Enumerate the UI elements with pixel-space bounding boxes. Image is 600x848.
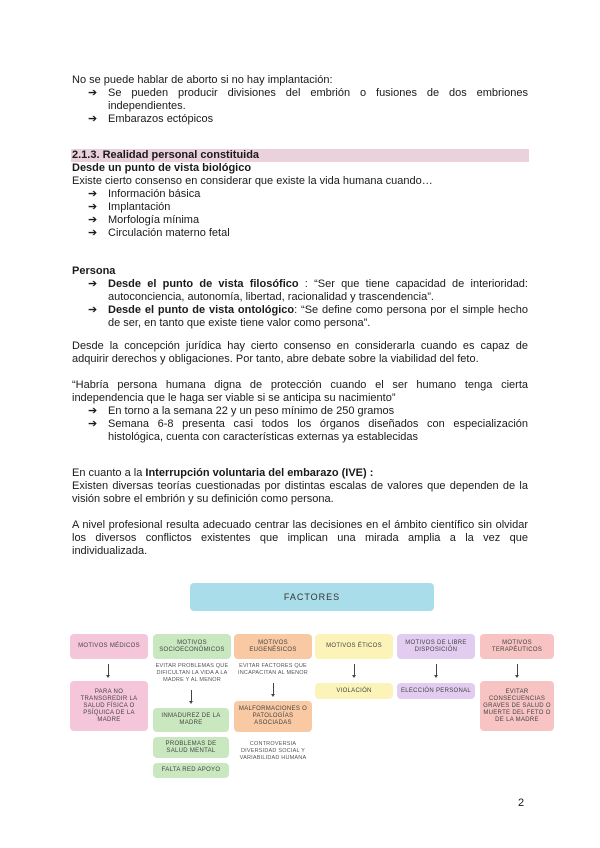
list-item: ➔ Desde el punto de vista filosófico : “Ser que tiene capacidad de interioridad: autoconciencia, autonomía, libertad, racionalidad y trascendencia”. [88, 278, 528, 303]
socio-item-salud-mental: PROBLEMAS DE SALUD MENTAL [153, 737, 229, 758]
section-heading: 2.1.3. Realidad personal constituida [72, 149, 260, 161]
juridica-paragraph: Desde la concepción jurídica hay cierto consenso en considerarla cuando es capaz de adquirir derechos y obligaciones. Por tanto, abre debate sobre la viabilidad del feto. [72, 340, 528, 365]
category-socioeconomicos: MOTIVOS SOCIOECONÓMICOS [153, 634, 231, 659]
ive-heading: En cuanto a la Interrupción voluntaria del embarazo (IVE) : [72, 467, 374, 479]
list-item: ➔ Morfología mínima [88, 214, 200, 226]
category-terapeuticos: MOTIVOS TERAPÉUTICOS [480, 634, 554, 659]
ive-paragraph-1: Existen diversas teorías cuestionadas por distintas escalas de valores que dependen de la visión sobre el embrión y su definición como persona. [72, 480, 528, 505]
quote-paragraph: “Habría persona humana digna de protección cuando el ser humano tenga cierta independencia que le haga ser viable si se anticipa su nacimiento” [72, 379, 528, 404]
socio-item-inmadurez: INMADUREZ DE LA MADRE [153, 708, 229, 732]
arrow-down-icon [108, 664, 109, 676]
arrow-down-icon [191, 690, 192, 702]
libre-result: ELECCIÓN PERSONAL [397, 683, 475, 699]
arrow-down-icon [436, 664, 437, 676]
list-item: ➔ Información básica [88, 188, 201, 200]
arrow-icon: ➔ [88, 113, 98, 125]
category-eugenesicos: MOTIVOS EUGENÉSICOS [234, 634, 312, 659]
persona-heading: Persona [72, 265, 116, 277]
arrow-icon: ➔ [88, 405, 98, 417]
arrow-icon: ➔ [88, 214, 98, 226]
eug-result: MALFORMACIONES O PATOLOGÍAS ASOCIADAS [234, 701, 312, 732]
arrow-icon: ➔ [88, 87, 98, 99]
terap-result: EVITAR CONSECUENCIAS GRAVES DE SALUD O MUERTE DEL FETO O DE LA MADRE [480, 681, 554, 731]
list-item: ➔ Desde el punto de vista ontológico: “Se define como persona por el simple hecho de ser, en tanto que existe tiene valor como persona”. [88, 304, 528, 329]
arrow-down-icon [354, 664, 355, 676]
category-eticos: MOTIVOS ÉTICOS [315, 634, 393, 659]
arrow-icon: ➔ [88, 201, 98, 213]
category-medicos: MOTIVOS MÉDICOS [70, 634, 148, 659]
list-item: ➔ Embarazos ectópicos [88, 113, 214, 125]
list-item: ➔ En torno a la semana 22 y un peso mínimo de 250 gramos [88, 405, 395, 417]
arrow-icon: ➔ [88, 227, 98, 239]
arrow-icon: ➔ [88, 304, 98, 316]
list-item: ➔ Se pueden producir divisiones del embrión o fusiones de dos embriones independientes. [88, 87, 528, 112]
arrow-icon: ➔ [88, 418, 98, 430]
arrow-icon: ➔ [88, 188, 98, 200]
list-item: ➔ Semana 6-8 presenta casi todos los órganos diseñados con especialización histológica, cuenta con características externas ya establecidas [88, 418, 528, 443]
list-item: ➔ Circulación materno fetal [88, 227, 230, 239]
eug-footer: CONTROVERSIA DIVERSIDAD SOCIAL Y VARIABILIDAD HUMANA [239, 741, 307, 761]
ive-paragraph-2: A nivel profesional resulta adecuado centrar las decisiones en el ámbito científico sin olvidar los diversos conflictos existentes que implican una mirada amplia a la vez que individualizada. [72, 519, 528, 557]
arrow-down-icon [517, 664, 518, 676]
list-item: ➔ Implantación [88, 201, 171, 213]
section-subheading: Desde un punto de vista biológico [72, 162, 252, 174]
medicos-result: PARA NO TRANSGREDIR LA SALUD FÍSICA O PSÍQUICA DE LA MADRE [70, 681, 148, 731]
arrow-down-icon [273, 683, 274, 695]
eticos-result: VIOLACIÓN [315, 683, 393, 699]
section-lead: Existe cierto consenso en considerar que existe la vida humana cuando… [72, 175, 433, 187]
arrow-icon: ➔ [88, 278, 98, 290]
socio-item-red-apoyo: FALTA RED APOYO [153, 763, 229, 778]
category-libre-disposicion: MOTIVOS DE LIBRE DISPOSICIÓN [397, 634, 475, 659]
intro-line: No se puede hablar de aborto si no hay implantación: [72, 74, 333, 86]
socio-note: EVITAR PROBLEMAS QUE DIFICULTAN LA VIDA A LA MADRE Y AL MENOR [155, 663, 229, 683]
page-number: 2 [518, 797, 525, 809]
diagram-title: FACTORES [190, 583, 434, 611]
eug-note: EVITAR FACTORES QUE INCAPACITAN AL MENOR [238, 663, 308, 676]
